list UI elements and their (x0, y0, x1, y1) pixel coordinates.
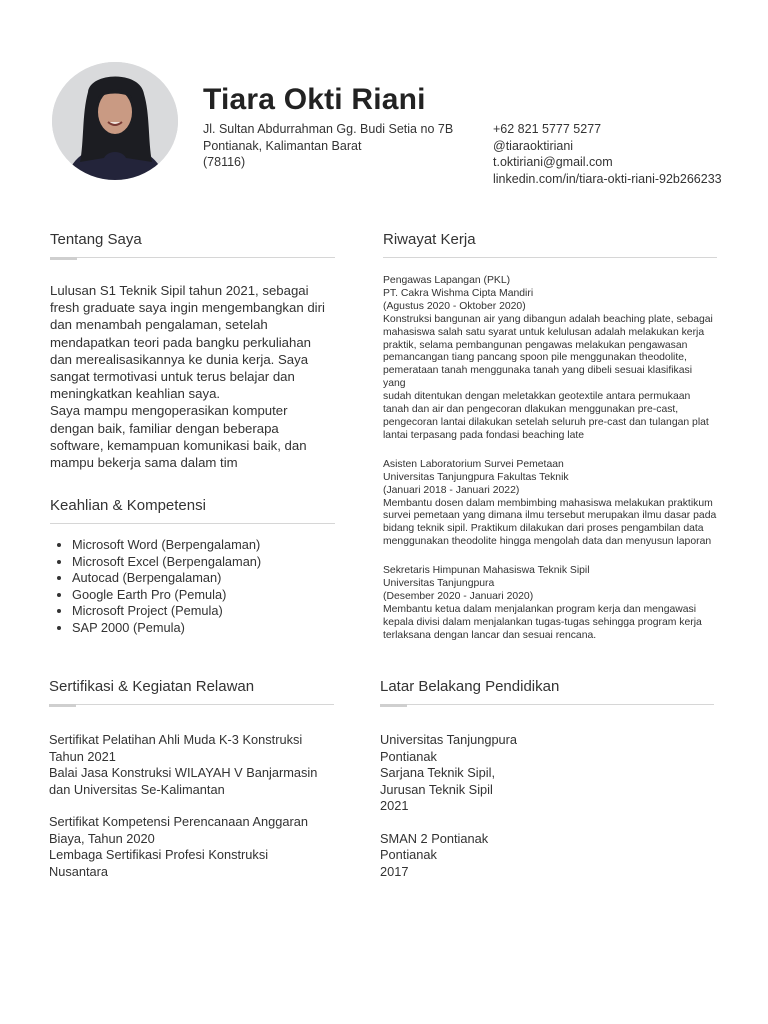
linkedin-link[interactable]: linkedin.com/in/tiara-okti-riani-92b266233 (493, 171, 722, 186)
address-line: (78116) (203, 155, 246, 169)
work-entry (383, 565, 717, 642)
about-line: dan menambah pengalaman, setelah (50, 317, 268, 333)
skills-list (50, 537, 335, 636)
work-entry (383, 275, 717, 443)
education-section (380, 678, 714, 896)
education-entry (380, 732, 714, 815)
job-desc-line: bidang teknik sipil. Praktikum dilakukan dari proses pengambilan data (383, 523, 704, 535)
section-divider (50, 257, 335, 258)
about-line: fresh graduate saya ingin mengembangkan diri (50, 300, 325, 316)
education-list (380, 732, 714, 880)
section-title: Latar Belakang Pendidikan (380, 678, 560, 695)
job-desc-line: Membantu ketua dalam menjalankan program kerja dan mengawasi (383, 603, 697, 615)
work-entries (383, 275, 717, 643)
section-title: Tentang Saya (50, 231, 142, 248)
job-period: (Desember 2020 - Januari 2020) (383, 590, 534, 602)
section-divider (50, 523, 335, 524)
certs-list (49, 732, 334, 880)
job-desc-line: kepala divisi dalam menjalankan tugas-tugas sehingga program kerja (383, 616, 702, 628)
about-line: mendapatkan teori pada bangku perkuliahan (50, 334, 312, 350)
cert-line: Sertifikat Pelatihan Ahli Muda K-3 Konstruksi (49, 732, 303, 747)
profile-photo-icon (52, 62, 178, 180)
education-line: 2021 (380, 798, 409, 813)
cert-line: Nusantara (49, 863, 109, 879)
job-role: Sekretaris Himpunan Mahasiswa Teknik Sipil (383, 565, 590, 577)
about-section (50, 231, 335, 471)
job-desc-line: Membantu dosen dalam membimbing mahasiswa melakukan praktikum (383, 497, 713, 509)
cert-entry (49, 732, 334, 798)
job-desc-line: pemerataan tanah menggunaka tanah yang dibeli sesuai klasifikasi yang (383, 365, 693, 390)
section-accent (50, 257, 77, 260)
job-desc-line: terlaksana dengan lancar dan sesuai rencana. (383, 629, 597, 641)
job-desc-line: menggunakan theodolite hingga mengolah data dan menyusun laporan (383, 536, 712, 548)
about-line: meningkatkan keahlian saya. (50, 386, 221, 402)
about-line: dengan baik, familiar dengan beberapa (50, 420, 279, 436)
email-link[interactable]: t.oktiriani@gmail.com (493, 155, 613, 169)
cert-line: Balai Jasa Konstruksi WILAYAH V Banjarmasin (49, 765, 318, 780)
contact-block (493, 121, 722, 187)
phone-number: +62 821 5777 5277 (493, 122, 602, 136)
job-desc-line: pengecoran lantai dilakukan setelah seluruh pre-cast dan tulangan plat (383, 416, 709, 428)
job-desc-line: praktik, selama pembangunan pengawas melakukan pengawasan (383, 339, 688, 351)
education-line: Jurusan Teknik Sipil (380, 781, 493, 797)
cert-line: Lembaga Sertifikasi Profesi Konstruksi (49, 847, 269, 862)
section-title: Keahlian & Kompetensi (50, 497, 206, 514)
job-org: Universitas Tanjungpura Fakultas Teknik (383, 471, 569, 483)
work-section (383, 231, 717, 659)
job-desc-line: pemancangan tiang pancang spoon pile menggunakan theodolite, (383, 352, 687, 364)
skills-section (50, 497, 335, 636)
job-desc-line: survei pemetaan yang dimana ilmu tersebut merupakan ilmu dasar pada (383, 510, 717, 522)
certs-section (49, 678, 334, 896)
address-line: Pontianak, Kalimantan Barat (203, 138, 362, 153)
about-line: Lulusan S1 Teknik Sipil tahun 2021, sebagai (50, 283, 309, 298)
about-line: mampu bekerja sama dalam tim (50, 455, 238, 471)
list-item: • Microsoft Project (Pemula) (72, 603, 335, 620)
education-line: Universitas Tanjungpura (380, 732, 518, 747)
list-item: • Microsoft Word (Berpengalaman) (72, 537, 335, 554)
social-handle: @tiaraoktiriani (493, 138, 574, 153)
work-entry (383, 459, 717, 549)
section-divider (380, 704, 714, 705)
job-role: Asisten Laboratorium Survei Pemetaan (383, 458, 564, 470)
section-divider (49, 704, 334, 705)
profile-photo (52, 62, 178, 180)
cert-line: Biaya, Tahun 2020 (49, 830, 155, 846)
job-org: Universitas Tanjungpura (383, 578, 495, 590)
education-line: Sarjana Teknik Sipil, (380, 765, 495, 780)
cert-entry (49, 814, 334, 880)
job-desc-line: Konstruksi bangunan air yang dibangun adalah beaching plate, sebagai (383, 313, 713, 325)
address-block (203, 121, 453, 171)
about-text (50, 282, 335, 471)
list-item: • Google Earth Pro (Pemula) (72, 587, 335, 604)
page-title: Tiara Okti Riani (203, 83, 426, 116)
about-line: software, kemampuan komunikasi baik, dan (50, 437, 307, 453)
education-entry (380, 831, 714, 881)
job-role: Pengawas Lapangan (PKL) (383, 275, 511, 286)
cert-line: dan Universitas Se-Kalimantan (49, 781, 225, 797)
section-accent (49, 704, 76, 707)
section-title: Sertifikasi & Kegiatan Relawan (49, 678, 255, 695)
list-item: • Autocad (Berpengalaman) (72, 570, 335, 587)
cert-line: Sertifikat Kompetensi Perencanaan Anggaran (49, 814, 308, 829)
section-title: Riwayat Kerja (383, 231, 476, 248)
about-line: dan merealisasikannya ke dunia kerja. Saya (50, 351, 309, 367)
list-item: • SAP 2000 (Pemula) (72, 620, 335, 637)
about-line: sangat termotivasi untuk terus belajar dan (50, 369, 295, 385)
job-desc-line: tanah dan air dan pengecoran dlakukan menggunakan pre-cast, (383, 404, 679, 416)
list-item: • Microsoft Excel (Berpengalaman) (72, 554, 335, 571)
section-accent (380, 704, 407, 707)
job-period: (Januari 2018 - Januari 2022) (383, 484, 520, 496)
job-desc-line: lantai terpasang pada fondasi beaching late (383, 429, 585, 441)
job-desc-line: mahasiswa salah satu syarat untuk kelulusan adalah melakukan kerja (383, 326, 705, 338)
address-line: Jl. Sultan Abdurrahman Gg. Budi Setia no 7B (203, 122, 454, 136)
job-org: PT. Cakra Wishma Cipta Mandiri (383, 287, 534, 299)
education-line: Pontianak (380, 847, 437, 862)
education-line: SMAN 2 Pontianak (380, 830, 489, 846)
job-period: (Agustus 2020 - Oktober 2020) (383, 300, 526, 312)
cert-line: Tahun 2021 (49, 748, 116, 764)
job-desc-line: sudah ditentukan dengan meletakkan geotextile antara permukaan (383, 391, 691, 403)
education-line: Pontianak (380, 748, 437, 764)
section-divider (383, 257, 717, 258)
education-line: 2017 (380, 863, 409, 879)
about-line: Saya mampu mengoperasikan komputer (50, 403, 288, 419)
